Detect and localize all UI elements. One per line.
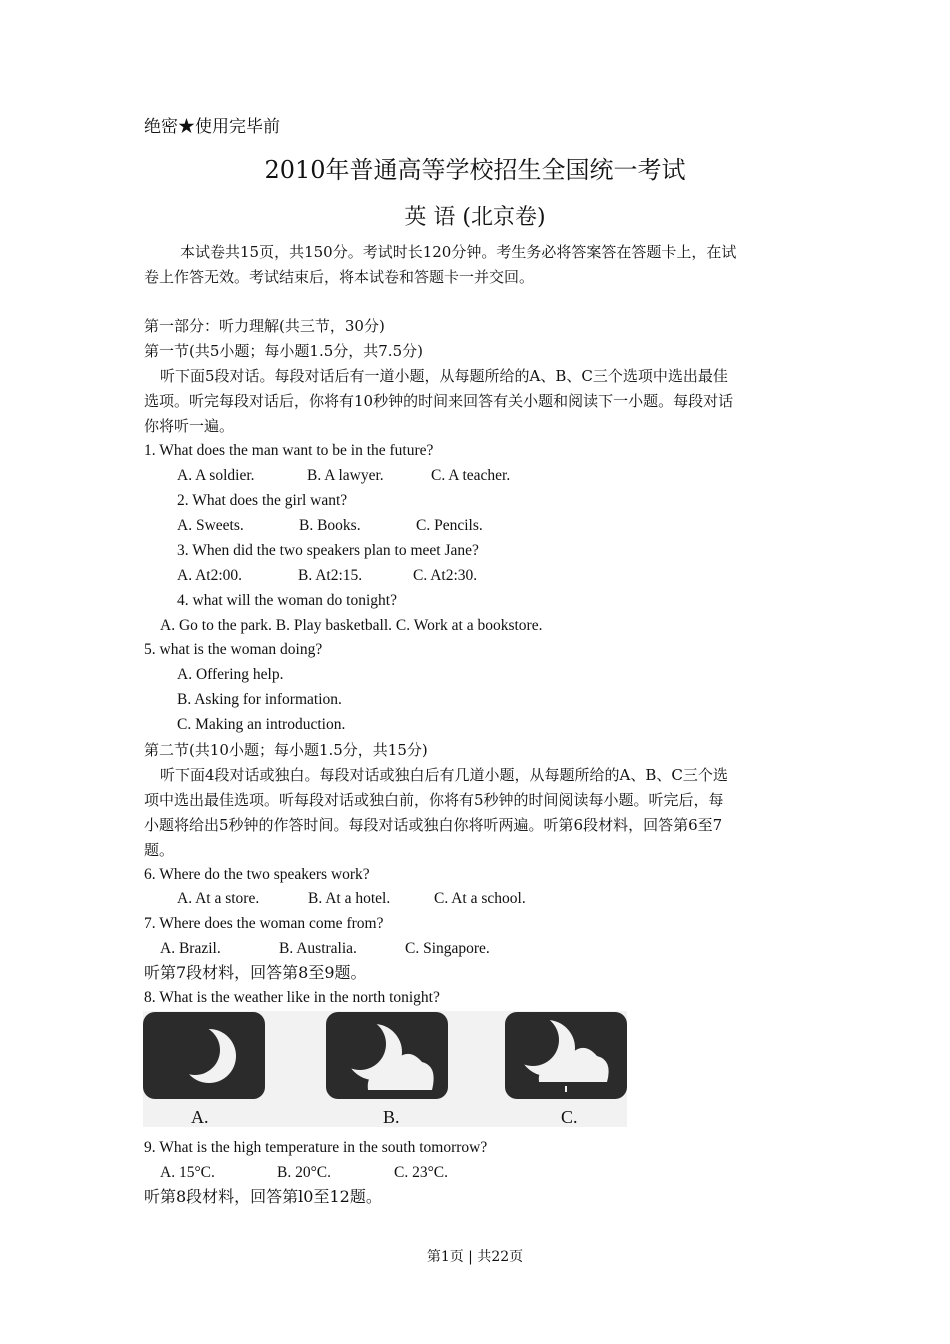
option-c: C. Pencils.: [416, 517, 483, 534]
option-c: C. At2:30.: [413, 567, 478, 584]
instruction-line: 听下面5段对话。每段对话后有一道小题，从每题所给的A、B、C三个选项中选出最佳: [160, 367, 728, 385]
question-1: 1. What does the man want to be in the future?: [144, 442, 434, 459]
question-6: 6. Where do the two speakers work?: [144, 866, 370, 883]
question-2: 2. What does the girl want?: [177, 492, 348, 509]
moon-cloud-icon: [326, 1012, 448, 1099]
question-5: 5. what is the woman doing?: [144, 641, 323, 658]
intro-line: 本试卷共15页，共150分。考试时长120分钟。考生务必将答案答在答题卡上，在试: [180, 243, 737, 261]
option-b: B. At2:15.: [298, 567, 363, 584]
option-c: C. Singapore.: [405, 940, 490, 957]
options-6: [177, 889, 526, 909]
question-8: 8. What is the weather like in the north tonight?: [144, 989, 440, 1006]
question-9: 9. What is the high temperature in the south tomorrow?: [144, 1139, 488, 1156]
question-3: 3. When did the two speakers plan to meet Jane?: [177, 542, 479, 559]
option-c: C. A teacher.: [431, 467, 511, 484]
instruction-line: 你将听一遍。: [144, 417, 235, 435]
options-3: [177, 566, 477, 586]
figure-label-b: B.: [383, 1107, 400, 1127]
option-b: B. A lawyer.: [307, 467, 384, 484]
moon-icon: [143, 1012, 265, 1099]
instruction-line: 项中选出最佳选项。听每段对话或独白前，你将有5秒钟的时间阅读每小题。听完后，每: [144, 791, 724, 809]
option-c: C. Making an introduction.: [177, 716, 346, 733]
part-heading: 第一部分：听力理解(共三节，30分): [144, 317, 385, 335]
moon-cloud-rain-icon: [505, 1012, 627, 1099]
options-2: [177, 516, 483, 536]
option-c: C. At a school.: [434, 890, 526, 907]
exam-subtitle: 英 语 (北京卷): [404, 205, 546, 230]
option-a: A. Brazil.: [160, 940, 221, 957]
weather-figure: [143, 1011, 627, 1127]
option-b: B. At a hotel.: [308, 890, 391, 907]
figure-label-c: C.: [561, 1107, 578, 1127]
section-heading: 第一节(共5小题；每小题1.5分，共7.5分): [144, 342, 423, 360]
question-7: 7. Where does the woman come from?: [144, 915, 384, 932]
option-b: B. Books.: [299, 517, 361, 534]
option-a: A. At2:00.: [177, 567, 243, 584]
figure-label-a: A.: [191, 1107, 209, 1127]
option-a: A. A soldier.: [177, 467, 255, 484]
material-note: 听第8段材料，回答第l0至12题。: [144, 1187, 382, 1206]
option-b: B. 20°C.: [277, 1164, 332, 1181]
section-heading: 第二节(共10小题；每小题1.5分，共15分): [144, 741, 428, 759]
option-a: A. At a store.: [177, 890, 260, 907]
option-a: A. Sweets.: [177, 517, 244, 534]
secret-label: 绝密★使用完毕前: [144, 117, 280, 137]
instruction-line: 听下面4段对话或独白。每段对话或独白后有几道小题，从每题所给的A、B、C三个选: [160, 766, 728, 784]
options-4: A. Go to the park. B. Play basketball. C. Work at a bookstore.: [160, 617, 543, 634]
question-4: 4. what will the woman do tonight?: [177, 592, 397, 609]
material-note: 听第7段材料，回答第8至9题。: [144, 963, 367, 982]
intro-line: 卷上作答无效。考试结束后，将本试卷和答题卡一并交回。: [144, 268, 535, 286]
instruction-line: 题。: [144, 841, 175, 859]
option-b: B. Australia.: [279, 940, 357, 957]
instruction-line: 小题将给出5秒钟的作答时间。每段对话或独白你将听两遍。听第6段材料，回答第6至7: [144, 816, 723, 834]
option-c: C. 23°C.: [394, 1164, 449, 1181]
option-a: A. 15°C.: [160, 1164, 215, 1181]
exam-title: 2010年普通高等学校招生全国统一考试: [264, 156, 686, 184]
options-7: [160, 939, 490, 959]
option-a: A. Offering help.: [177, 666, 284, 683]
options-1: [177, 466, 510, 486]
page-footer: 第1页 | 共22页: [426, 1249, 524, 1265]
option-b: B. Asking for information.: [177, 691, 342, 708]
options-9: [160, 1163, 448, 1183]
instruction-line: 选项。听完每段对话后，你将有10秒钟的时间来回答有关小题和阅读下一小题。每段对话: [144, 392, 734, 410]
